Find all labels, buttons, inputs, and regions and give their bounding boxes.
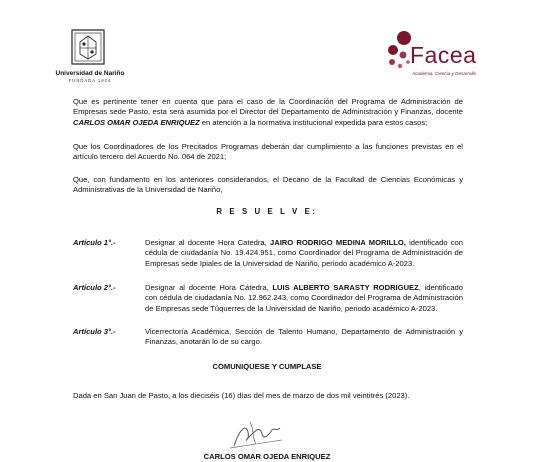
facea-tagline: Academia, Ciencia y Desarrollo (412, 71, 477, 76)
article-2-label: Artículo 2°.- (73, 283, 116, 292)
university-tagline: FUNDADA 1904 (68, 78, 112, 83)
article-text: Designar al docente Hora Cátedra, (145, 283, 273, 292)
university-name: Universidad de Nariño (55, 70, 125, 77)
article-1-label: Artículo 1°.- (73, 238, 116, 247)
closing-heading: COMUNIQUESE Y CUMPLASE (212, 362, 322, 371)
article-1-text (145, 238, 463, 269)
article-name-bold: JAIRO RODRIGO MEDINA MORILLO, (269, 238, 406, 247)
article-text: identificado con cédula de ciudadanía No. 19.424.951, como Coordinador del Programa de Administración de Empresas sede Ipiales de la Universidad de Nariño, periodo académico A-2023. (145, 238, 463, 268)
article-3-label: Artículo 3°.- (73, 327, 116, 336)
signer-name: CARLOS OMAR OJEDA ENRIQUEZ (203, 452, 331, 461)
paragraph-text: en atención a la normativa institucional expedida para estos casos; (199, 117, 428, 127)
article-text: , identificado con cédula de ciudadanía No. 12.962.243, como Coordinador del Programa de Administración de Empresas sede Túquerres de la Universidad de Nariño, periodo académico A-2023. (145, 283, 463, 313)
article-name-bold: LUIS ALBERTO SARASTY RODRIGUEZ (272, 283, 419, 292)
article-text: Designar al docente Hora Catedra, (145, 238, 270, 247)
paragraph-considerations: Que, con fundamento en los anteriores considerandos, el Decano de la Facultad de Ciencias Económicas y Administrativas de la Universidad de Nariño, (73, 175, 463, 195)
date-line: Dada en San Juan de Pasto, a los dieciséis (16) días del mes de marzo de dos mil veintitrés (2023). (73, 391, 410, 400)
paragraph-coordination-pasto (73, 97, 463, 128)
paragraph-coordinators-duties: Que los Coordinadores de los Precitados Programas deberán dar cumplimiento a las funciones previstas en el artículo tercero del Acuerdo No. 064 de 2021; (73, 142, 463, 162)
university-seal-logo (66, 28, 110, 68)
handwritten-signature (220, 418, 290, 452)
article-2-text (145, 283, 463, 314)
facea-wordmark: Facea (410, 42, 477, 68)
paragraph-name-bold: CARLOS OMAR OJEDA ENRIQUEZ (73, 117, 200, 127)
resuelve-heading: R E S U E L V E: (216, 207, 318, 216)
article-3-text: Vicerrectoría Académica, Sección de Talento Humano, Departamento de Administración y Finanzas, anotarán lo de su cargo. (145, 327, 463, 347)
paragraph-text: Que es pertinente tener en cuenta que para el caso de la Coordinación del Programa de Administración de Empresas sede Pasto, esta será asumida por el Director del Departamento de Administración y Finanzas, docente (73, 97, 463, 117)
